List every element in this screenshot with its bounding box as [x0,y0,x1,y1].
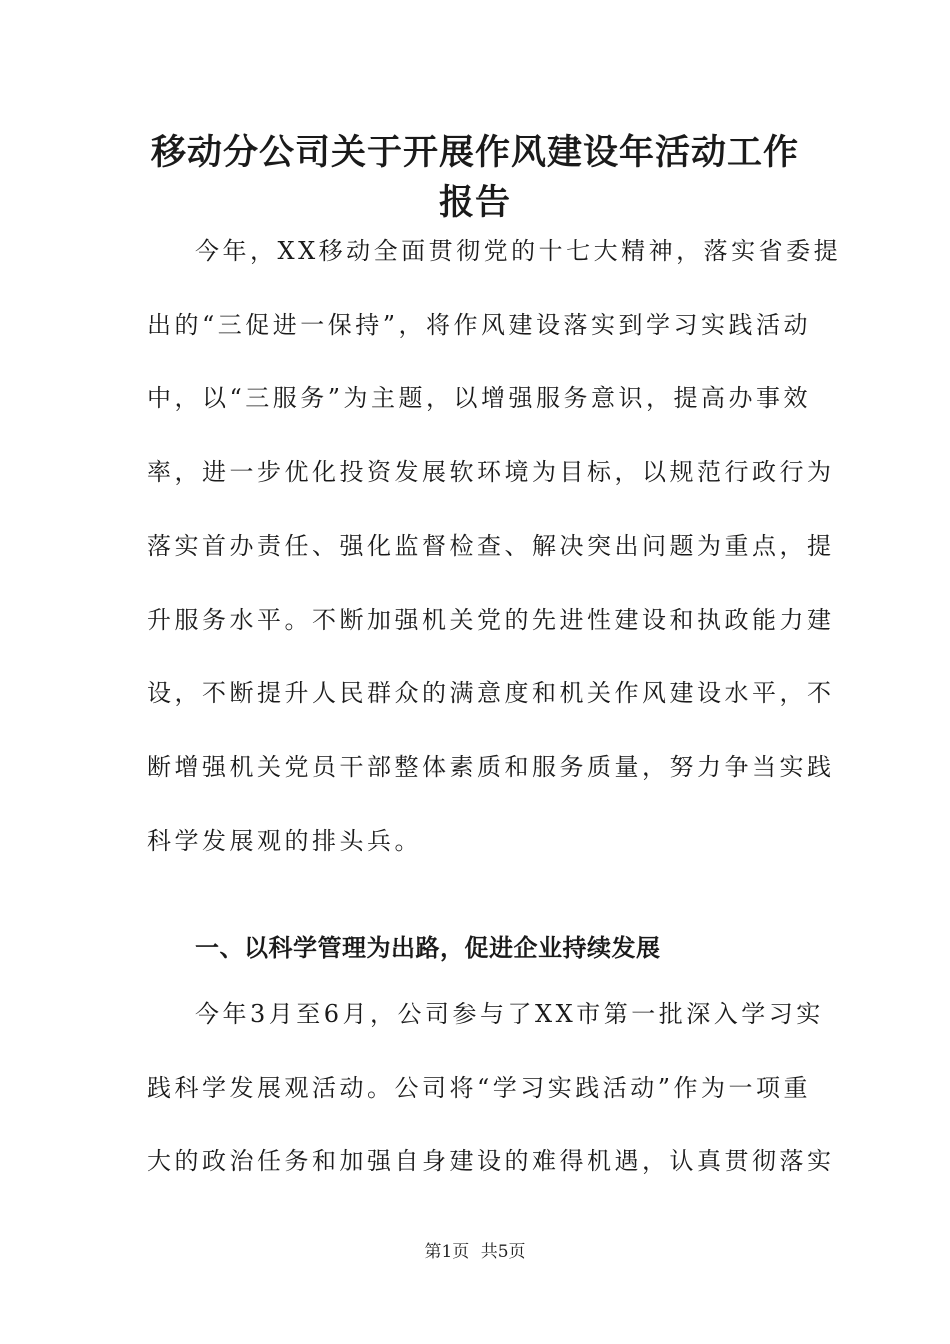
page-number: 第1页 [424,1242,470,1262]
paragraph-line: 践科学发展观活动。公司将“学习实践活动”作为一项重 [147,1073,812,1102]
paragraph-line: 中，以“三服务”为主题，以增强服务意识，提高办事效 [147,384,812,413]
paragraph-line: 今年3月至6月，公司参与了XX市第一批深入学习实 [195,1000,824,1028]
paragraph-line: 率，进一步优化投资发展软环境为目标，以规范行政行为 [147,458,835,487]
page-footer [0,1240,950,1264]
paragraph-line: 设，不断提升人民群众的满意度和机关作风建设水平，不 [147,679,835,708]
paragraph-line: 出的“三促进一保持”，将作风建设落实到学习实践活动 [147,310,812,339]
paragraph-line: 落实首办责任、强化监督检查、解决突出问题为重点，提 [147,531,835,560]
paragraph-line: 断增强机关党员干部整体素质和服务质量，努力争当实践 [147,752,835,781]
document-title-line2: 报告 [438,183,511,223]
paragraph-line: 升服务水平。不断加强机关党的先进性建设和执政能力建 [147,605,835,634]
paragraph-line: 今年，XX移动全面贯彻党的十七大精神，落实省委提 [195,237,842,265]
paragraph-section1 [147,978,835,1199]
page-total: 共5页 [480,1242,526,1262]
paragraph-line: 大的政治任务和加强自身建设的难得机遇，认真贯彻落实 [147,1147,835,1176]
document-title-line1: 移动分公司关于开展作风建设年活动工作 [150,133,799,173]
section-heading: 一、以科学管理为出路，促进企业持续发展 [195,934,661,962]
paragraph-line: 科学发展观的排头兵。 [147,826,422,855]
paragraph-intro [147,215,842,878]
